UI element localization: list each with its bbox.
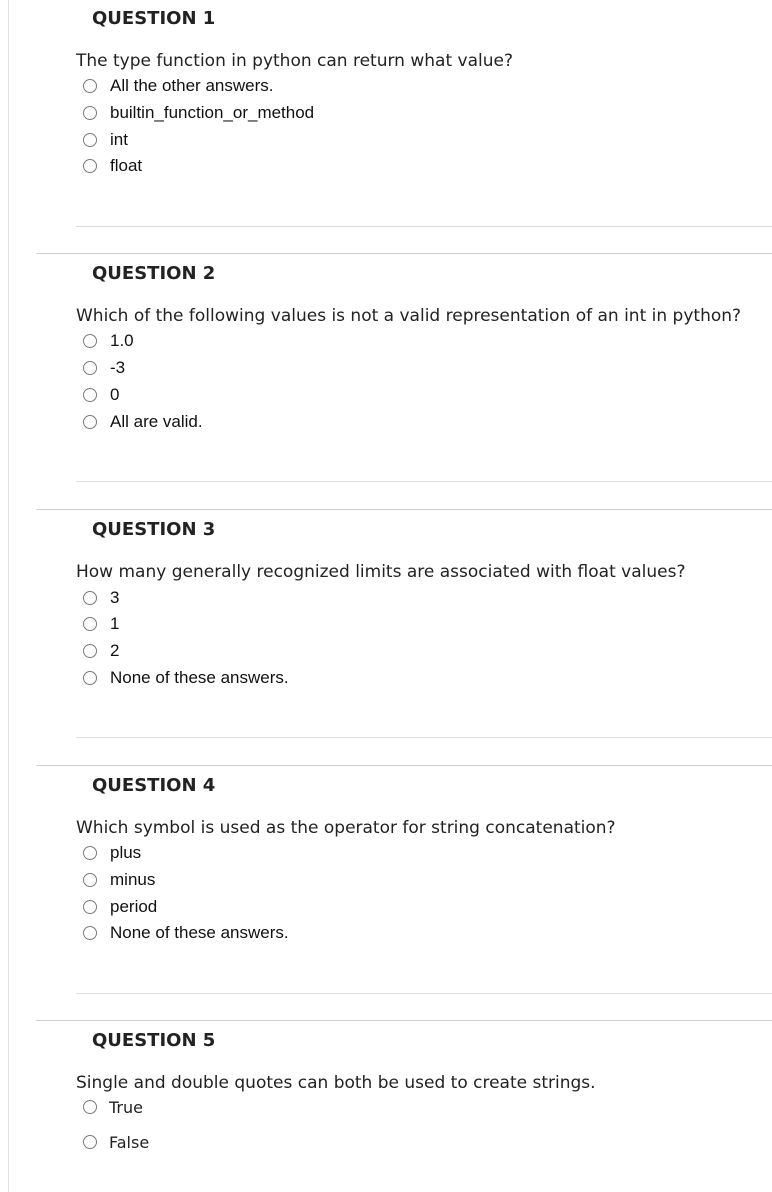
option-label: -3: [110, 358, 126, 377]
radio-button[interactable]: [83, 106, 97, 120]
question-heading: QUESTION 4: [92, 775, 216, 796]
question-text: The type function in python can return what value?: [76, 51, 513, 71]
answer-option[interactable]: [83, 411, 203, 433]
question-heading: QUESTION 5: [92, 1030, 216, 1051]
answer-option[interactable]: [83, 869, 155, 891]
option-label: builtin_function_or_method: [110, 103, 315, 122]
option-label: minus: [110, 870, 156, 889]
question-text: How many generally recognized limits are associated with float values?: [76, 562, 686, 582]
question-text: Single and double quotes can both be used to create strings.: [76, 1073, 596, 1093]
answer-option[interactable]: [83, 1096, 143, 1118]
answer-option[interactable]: [83, 330, 134, 352]
answer-option[interactable]: [83, 102, 314, 124]
question-text: Which of the following values is not a valid representation of an int in python?: [76, 306, 742, 326]
option-label: False: [109, 1132, 150, 1152]
option-label: True: [109, 1097, 143, 1117]
answer-option[interactable]: [83, 75, 273, 97]
section-divider: [36, 253, 772, 254]
radio-button[interactable]: [83, 1135, 97, 1149]
answer-option[interactable]: [83, 613, 119, 635]
left-border: [8, 0, 9, 1192]
question-heading: QUESTION 2: [92, 263, 216, 284]
option-label: None of these answers.: [110, 923, 289, 942]
divider: [76, 737, 772, 738]
section-divider: [36, 1020, 772, 1021]
option-label: 1.0: [110, 331, 134, 350]
option-label: float: [110, 156, 143, 175]
option-label: 3: [110, 588, 120, 607]
question-text: Which symbol is used as the operator for string concatenation?: [76, 818, 616, 838]
section-divider: [36, 765, 772, 766]
answer-option[interactable]: [83, 1131, 149, 1153]
radio-button[interactable]: [83, 133, 97, 147]
radio-button[interactable]: [83, 873, 97, 887]
answer-option[interactable]: [83, 640, 119, 662]
answer-option[interactable]: [83, 667, 289, 689]
answer-option[interactable]: [83, 842, 141, 864]
option-label: int: [110, 130, 128, 149]
divider: [76, 993, 772, 994]
radio-button[interactable]: [83, 415, 97, 429]
radio-button[interactable]: [83, 388, 97, 402]
answer-option[interactable]: [83, 384, 119, 406]
radio-button[interactable]: [83, 900, 97, 914]
option-label: All are valid.: [110, 412, 203, 431]
option-label: All the other answers.: [110, 76, 274, 95]
section-divider: [36, 509, 772, 510]
divider: [76, 481, 772, 482]
question-heading: QUESTION 1: [92, 8, 216, 29]
option-label: 2: [110, 641, 120, 660]
option-label: plus: [110, 843, 142, 862]
answer-option[interactable]: [83, 155, 142, 177]
radio-button[interactable]: [83, 617, 97, 631]
question-heading: QUESTION 3: [92, 519, 216, 540]
radio-button[interactable]: [83, 79, 97, 93]
option-label: 1: [110, 614, 120, 633]
answer-option[interactable]: [83, 922, 289, 944]
option-label: None of these answers.: [110, 668, 289, 687]
option-label: period: [110, 897, 158, 916]
answer-option[interactable]: [83, 129, 128, 151]
divider: [76, 226, 772, 227]
answer-option[interactable]: [83, 587, 119, 609]
radio-button[interactable]: [83, 334, 97, 348]
radio-button[interactable]: [83, 1100, 97, 1114]
radio-button[interactable]: [83, 591, 97, 605]
answer-option[interactable]: [83, 357, 125, 379]
radio-button[interactable]: [83, 926, 97, 940]
option-label: 0: [110, 385, 120, 404]
radio-button[interactable]: [83, 361, 97, 375]
radio-button[interactable]: [83, 644, 97, 658]
radio-button[interactable]: [83, 671, 97, 685]
radio-button[interactable]: [83, 846, 97, 860]
radio-button[interactable]: [83, 159, 97, 173]
answer-option[interactable]: [83, 896, 157, 918]
